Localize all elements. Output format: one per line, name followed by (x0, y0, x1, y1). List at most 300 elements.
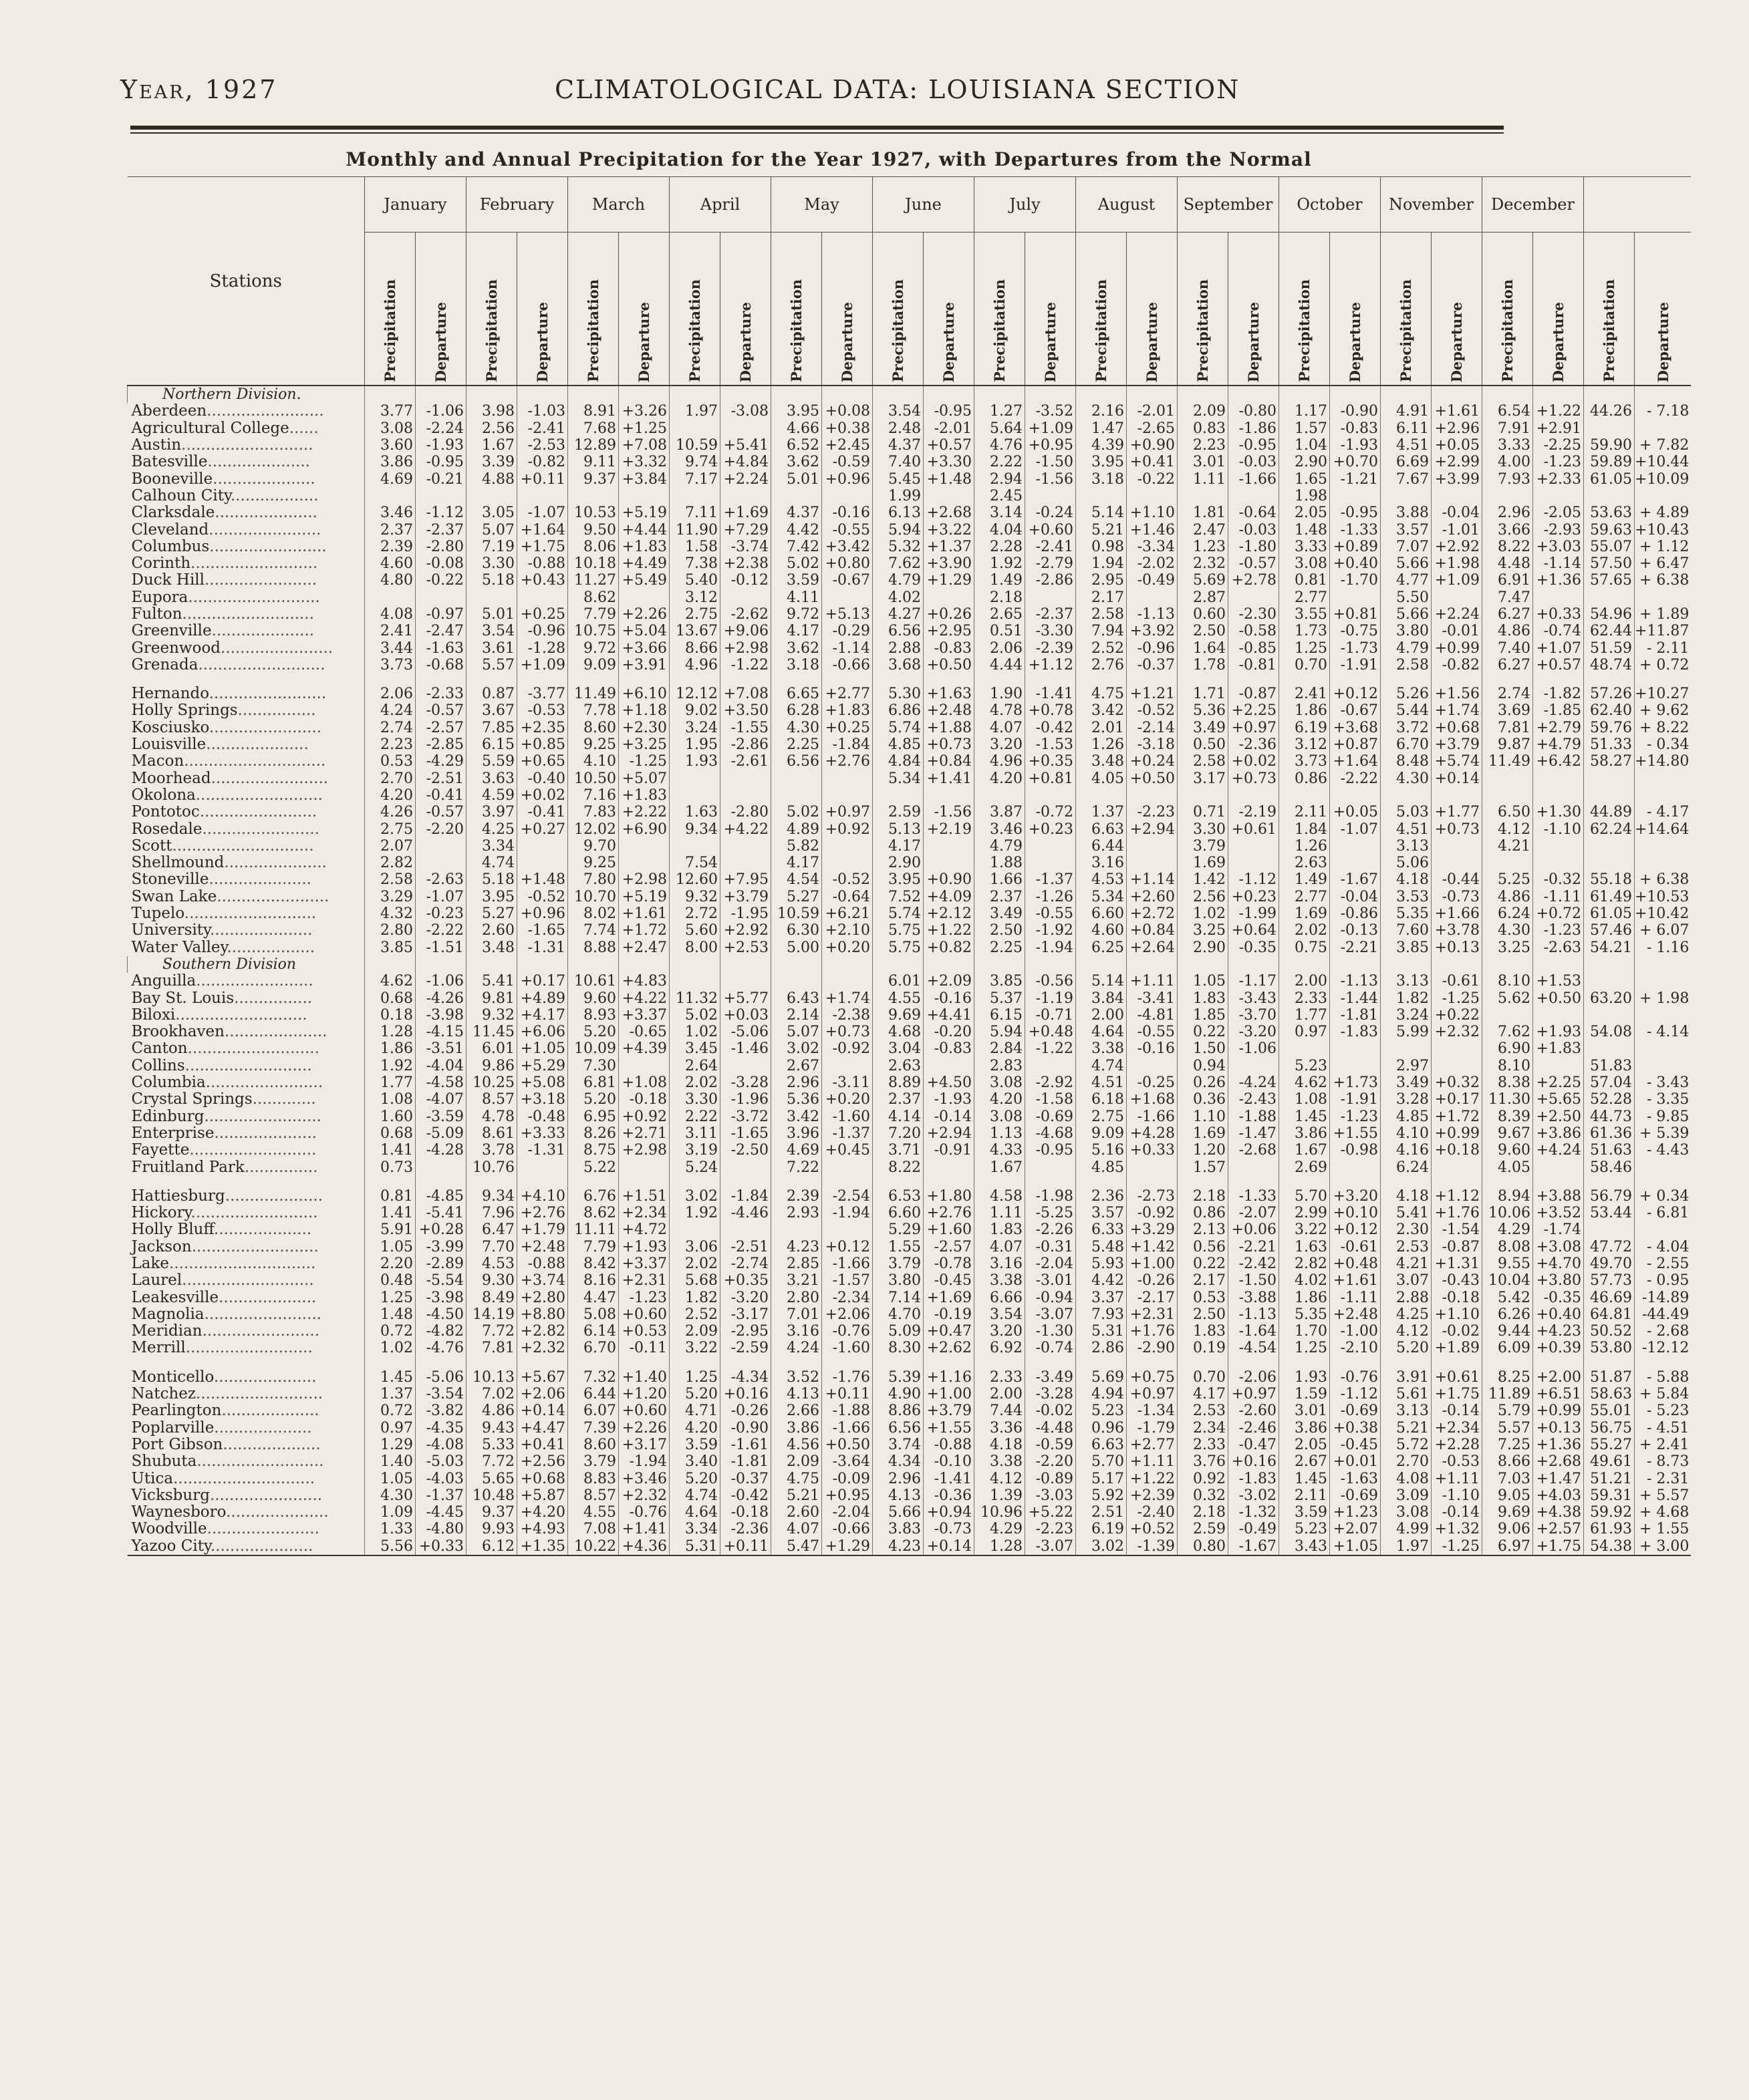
precipitation-value: 5.66 (1381, 555, 1432, 572)
departure-value: + 3.00 (1635, 1538, 1692, 1555)
spacer-cell (517, 673, 568, 686)
precipitation-value: 6.95 (568, 1108, 619, 1124)
departure-value: +1.10 (1432, 1306, 1482, 1323)
station-name: Canton........................... (131, 1040, 319, 1058)
precipitation-value: 7.42 (771, 539, 822, 555)
precipitation-value: 8.66 (670, 639, 720, 656)
departure-value: +4.10 (517, 1188, 568, 1205)
precipitation-value: 3.57 (1076, 1205, 1127, 1221)
departure-value: -1.93 (1330, 437, 1381, 454)
precipitation-value: 2.96 (771, 1074, 822, 1091)
departure-value: +10.53 (1635, 889, 1692, 905)
precipitation-value: 2.05 (1279, 504, 1330, 521)
month-header: February (466, 177, 568, 233)
departure-value: +1.72 (1432, 1108, 1482, 1124)
departure-value: +2.45 (822, 437, 873, 454)
precipitation-value: 2.50 (1178, 623, 1228, 639)
station-name: Eupora........................... (131, 589, 320, 606)
departure-value: +10.43 (1635, 521, 1692, 538)
precipitation-value: 2.17 (1178, 1272, 1228, 1289)
precipitation-value: 2.63 (873, 1058, 924, 1074)
precipitation-value: 1.27 (974, 403, 1025, 420)
departure-subheader: Departure (924, 233, 974, 386)
precipitation-value: 2.75 (1076, 1108, 1127, 1124)
departure-value: +3.18 (517, 1091, 568, 1108)
departure-value: -1.23 (1533, 454, 1584, 470)
precipitation-value: 7.93 (1482, 470, 1533, 487)
station-name: Edinburg........................ (131, 1108, 321, 1125)
departure-value: -1.92 (1025, 922, 1076, 939)
spacer-cell (1178, 1357, 1228, 1369)
departure-value: +1.98 (1432, 555, 1482, 572)
departure-value (822, 770, 873, 787)
station-row (128, 555, 1692, 572)
precipitation-value: 3.21 (771, 1272, 822, 1289)
precipitation-value: 4.78 (974, 702, 1025, 719)
precipitation-value: 2.58 (1076, 606, 1127, 623)
departure-value: +0.60 (619, 1402, 670, 1419)
precipitation-value: 3.54 (873, 403, 924, 420)
precipitation-value: 2.96 (873, 1470, 924, 1487)
departure-value: +3.99 (1432, 470, 1482, 487)
precipitation-value: 4.24 (365, 702, 416, 719)
station-name: Louisville..................... (131, 736, 309, 754)
blank-cell (1076, 956, 1127, 973)
precipitation-value: 3.42 (771, 1108, 822, 1124)
departure-value: -0.03 (1228, 454, 1279, 470)
departure-value: -3.88 (1228, 1289, 1279, 1306)
departure-value: -1.60 (822, 1108, 873, 1124)
departure-value (822, 855, 873, 871)
departure-value: +0.13 (1533, 1420, 1584, 1437)
precipitation-value: 8.00 (670, 939, 720, 956)
departure-value: +0.16 (1228, 1453, 1279, 1470)
precipitation-value: 2.97 (1381, 1058, 1432, 1074)
spacer-cell (974, 673, 1025, 686)
precipitation-value: 1.86 (1279, 1289, 1330, 1306)
departure-value: -2.80 (720, 804, 771, 820)
precipitation-value: 7.68 (568, 420, 619, 437)
blank-cell (416, 386, 466, 403)
precipitation-value: 8.16 (568, 1272, 619, 1289)
departure-value: +1.74 (1432, 702, 1482, 719)
precipitation-value: 5.20 (568, 1024, 619, 1040)
departure-value: -2.30 (1228, 606, 1279, 623)
departure-value: -1.23 (619, 1289, 670, 1306)
precipitation-value: 1.97 (1381, 1538, 1432, 1555)
departure-value: -0.14 (1432, 1402, 1482, 1419)
precipitation-value: 7.03 (1482, 1470, 1533, 1487)
departure-value (720, 420, 771, 437)
departure-value: -1.80 (1228, 539, 1279, 555)
departure-value: -2.07 (1228, 1205, 1279, 1221)
precipitation-value: 3.25 (1178, 922, 1228, 939)
precipitation-value: 6.43 (771, 990, 822, 1006)
departure-value: +1.32 (1432, 1521, 1482, 1537)
departure-value: -4.48 (1025, 1420, 1076, 1437)
departure-value: -1.94 (822, 1205, 873, 1221)
departure-value: +0.33 (1127, 1142, 1178, 1159)
departure-value (1432, 1040, 1482, 1057)
precipitation-value: 2.39 (365, 539, 416, 555)
departure-value: +2.91 (1533, 420, 1584, 437)
precipitation-value (771, 787, 822, 804)
departure-value: +0.90 (924, 871, 974, 888)
departure-value: -0.57 (416, 702, 466, 719)
precipitation-value (1279, 1040, 1330, 1057)
precipitation-value: 9.25 (568, 736, 619, 753)
departure-value: +3.37 (619, 1255, 670, 1272)
departure-value: -1.73 (1330, 639, 1381, 656)
precipitation-value: 1.82 (1381, 990, 1432, 1006)
precipitation-value: 5.20 (568, 1091, 619, 1108)
blank-cell (1635, 956, 1692, 973)
precipitation-value: 1.60 (365, 1108, 416, 1124)
station-row (128, 1538, 1692, 1555)
precipitation-value: 5.23 (1279, 1521, 1330, 1537)
departure-value: -3.54 (416, 1386, 466, 1402)
departure-value: -0.83 (1330, 420, 1381, 437)
station-row (128, 1289, 1692, 1306)
precipitation-value: 7.08 (568, 1521, 619, 1537)
precipitation-value: 7.17 (670, 470, 720, 487)
station-name: Water Valley.................. (131, 939, 315, 956)
precipitation-table-container (127, 176, 1691, 1556)
departure-value: +2.82 (517, 1323, 568, 1340)
precipitation-value: 0.26 (1178, 1074, 1228, 1091)
departure-value (619, 1159, 670, 1175)
station-row (128, 820, 1692, 837)
departure-value: +1.64 (1330, 753, 1381, 770)
precipitation-value: 11.45 (466, 1024, 517, 1040)
spacer-cell (466, 673, 517, 686)
precipitation-value: 7.38 (670, 555, 720, 572)
departure-value: -1.60 (822, 1340, 873, 1356)
departure-value: -0.80 (1228, 403, 1279, 420)
precipitation-value: 4.20 (974, 770, 1025, 787)
precipitation-value: 2.84 (974, 1040, 1025, 1057)
departure-value: -0.82 (517, 454, 568, 470)
departure-value: +4.20 (517, 1504, 568, 1521)
departure-value: +2.00 (1533, 1369, 1584, 1386)
departure-value: +1.89 (1432, 1340, 1482, 1356)
departure-value: -0.71 (1025, 1007, 1076, 1024)
precipitation-value: 2.99 (1279, 1205, 1330, 1221)
departure-value: -0.95 (924, 403, 974, 420)
station-row (128, 504, 1692, 521)
departure-value: -0.89 (1025, 1470, 1076, 1487)
departure-value: +2.56 (517, 1453, 568, 1470)
precipitation-value: 0.83 (1178, 420, 1228, 437)
precipitation-value: 5.23 (1076, 1402, 1127, 1419)
precipitation-value: 8.86 (873, 1402, 924, 1419)
precipitation-value: 4.54 (771, 871, 822, 888)
station-row (128, 1386, 1692, 1402)
precipitation-value: 6.56 (873, 1420, 924, 1437)
precipitation-value: 4.17 (1178, 1386, 1228, 1402)
month-header: September (1178, 177, 1279, 233)
precipitation-value: 10.59 (771, 905, 822, 922)
precipitation-value: 0.86 (1178, 1205, 1228, 1221)
departure-value: -2.92 (1025, 1074, 1076, 1091)
precipitation-value: 55.07 (1584, 539, 1635, 555)
departure-value: +2.94 (924, 1125, 974, 1142)
departure-value: -2.42 (1228, 1255, 1279, 1272)
departure-value: +0.68 (517, 1470, 568, 1487)
station-name: Poplarville.................... (131, 1419, 312, 1437)
departure-value: -3.30 (1025, 623, 1076, 639)
departure-value: -0.35 (1533, 1289, 1584, 1306)
precipitation-value: 4.48 (1482, 555, 1533, 572)
precipitation-value (1584, 589, 1635, 606)
precipitation-value: 3.69 (1482, 702, 1533, 719)
departure-value: +7.08 (720, 686, 771, 702)
precipitation-value: 4.91 (1381, 403, 1432, 420)
blank-cell (1228, 956, 1279, 973)
station-name: Cleveland....................... (131, 521, 321, 539)
precipitation-value: 4.05 (1076, 770, 1127, 787)
departure-value: +2.92 (1432, 539, 1482, 555)
station-row (128, 657, 1692, 673)
spacer-cell (1076, 1357, 1127, 1369)
departure-value: -2.37 (1025, 606, 1076, 623)
departure-value: -1.65 (720, 1125, 771, 1142)
precipitation-value: 5.23 (1279, 1058, 1330, 1074)
station-row (128, 1437, 1692, 1453)
departure-value: - 1.16 (1635, 939, 1692, 956)
departure-value: +2.32 (517, 1340, 568, 1356)
header-rule-thin (130, 132, 1504, 134)
precipitation-value: 10.18 (568, 555, 619, 572)
precipitation-value: 3.95 (1076, 454, 1127, 470)
spacer-cell (873, 1357, 924, 1369)
precipitation-value: 3.86 (771, 1420, 822, 1437)
departure-value (517, 488, 568, 504)
precipitation-value: 4.10 (1381, 1125, 1432, 1142)
departure-value (822, 1159, 873, 1175)
departure-value: +0.38 (822, 420, 873, 437)
station-name: Utica............................. (131, 1470, 315, 1487)
departure-value: +4.44 (619, 521, 670, 538)
station-name: Shellmound..................... (131, 855, 327, 872)
precipitation-value: 5.16 (1076, 1142, 1127, 1159)
precipitation-value: 9.02 (670, 702, 720, 719)
departure-value: - 9.85 (1635, 1108, 1692, 1124)
departure-value: - 4.17 (1635, 804, 1692, 820)
station-name: Fayette.......................... (131, 1142, 317, 1159)
departure-value: -4.29 (416, 753, 466, 770)
departure-value: -1.22 (1025, 1040, 1076, 1057)
precipitation-value: 7.11 (670, 504, 720, 521)
departure-value: +3.26 (619, 403, 670, 420)
departure-value (924, 855, 974, 871)
spacer-cell (1635, 1176, 1692, 1188)
precipitation-value: 7.80 (568, 871, 619, 888)
departure-value (1533, 855, 1584, 871)
departure-subheader: Departure (1330, 233, 1381, 386)
precipitation-value: 2.02 (670, 1074, 720, 1091)
precipitation-value: 4.86 (1482, 623, 1533, 639)
departure-value: +0.75 (1127, 1369, 1178, 1386)
station-name: Port Gibson.................... (131, 1436, 321, 1453)
precipitation-value: 9.50 (568, 521, 619, 538)
departure-value: -5.06 (416, 1369, 466, 1386)
departure-value: +4.47 (517, 1420, 568, 1437)
precipitation-value: 3.72 (1381, 720, 1432, 736)
month-header: October (1279, 177, 1381, 233)
departure-value (1025, 1058, 1076, 1074)
departure-value: +2.07 (1330, 1521, 1381, 1537)
precipitation-value: 7.67 (1381, 470, 1432, 487)
departure-value: -4.03 (416, 1470, 466, 1487)
precipitation-value: 58.63 (1584, 1386, 1635, 1402)
departure-value: -1.50 (1228, 1272, 1279, 1289)
precipitation-value: 0.80 (1178, 1538, 1228, 1555)
blank-cell (1635, 386, 1692, 403)
departure-value: -3.51 (416, 1040, 466, 1057)
precipitation-value: 2.59 (1178, 1521, 1228, 1537)
departure-value: -0.42 (1025, 720, 1076, 736)
station-row (128, 1470, 1692, 1487)
precipitation-value: 10.25 (466, 1074, 517, 1091)
precipitation-value: 9.87 (1482, 736, 1533, 753)
precipitation-value: 2.77 (1279, 589, 1330, 606)
precipitation-value: 7.81 (1482, 720, 1533, 736)
departure-value (720, 1221, 771, 1238)
departure-value: -2.93 (1533, 521, 1584, 538)
departure-value: -0.18 (720, 1504, 771, 1521)
station-name: Natchez.......................... (131, 1385, 323, 1403)
departure-value: -4.34 (720, 1369, 771, 1386)
departure-value: +1.60 (924, 1221, 974, 1238)
precipitation-value: 0.71 (1178, 804, 1228, 820)
departure-value: -1.37 (416, 1487, 466, 1504)
departure-value: -0.41 (416, 787, 466, 804)
spacer-cell (1127, 1357, 1178, 1369)
departure-value: - 2.68 (1635, 1323, 1692, 1340)
precipitation-value: 51.59 (1584, 639, 1635, 656)
departure-value (1228, 855, 1279, 871)
departure-value: -1.41 (1025, 686, 1076, 702)
precipitation-value: 1.28 (974, 1538, 1025, 1555)
precipitation-value: 3.37 (1076, 1289, 1127, 1306)
departure-value: +2.31 (1127, 1306, 1178, 1323)
precipitation-value: 4.96 (670, 657, 720, 673)
precipitation-value: 0.22 (1178, 1255, 1228, 1272)
precipitation-value: 6.18 (1076, 1091, 1127, 1108)
spacer-row (128, 673, 1692, 686)
departure-value (1432, 855, 1482, 871)
precipitation-value: 3.08 (1279, 555, 1330, 572)
precipitation-value: 8.39 (1482, 1108, 1533, 1124)
precipitation-value: 6.53 (873, 1188, 924, 1205)
precipitation-value: 57.26 (1584, 686, 1635, 702)
precipitation-value: 0.68 (365, 1125, 416, 1142)
precipitation-value: 2.52 (670, 1306, 720, 1323)
precipitation-value: 55.18 (1584, 871, 1635, 888)
departure-value: +4.28 (1127, 1125, 1178, 1142)
departure-value: +4.22 (619, 990, 670, 1006)
precipitation-value: 5.94 (873, 521, 924, 538)
precipitation-value: 4.26 (365, 804, 416, 820)
station-name: Holly Bluff.................... (131, 1221, 312, 1239)
departure-value: +7.08 (619, 437, 670, 454)
departure-subheader: Departure (416, 233, 466, 386)
departure-value: +2.24 (1432, 606, 1482, 623)
departure-value: -1.86 (1228, 420, 1279, 437)
station-row (128, 639, 1692, 656)
departure-value (1635, 855, 1692, 871)
departure-value: +1.69 (924, 1289, 974, 1306)
precipitation-value: 4.05 (1482, 1159, 1533, 1175)
precipitation-value: 4.37 (771, 504, 822, 521)
departure-value: -1.33 (1228, 1188, 1279, 1205)
precipitation-value: 2.59 (873, 804, 924, 820)
precipitation-value: 1.59 (1279, 1386, 1330, 1402)
departure-value: +0.68 (1432, 720, 1482, 736)
departure-value: +1.83 (619, 539, 670, 555)
departure-value: -1.21 (1330, 470, 1381, 487)
precipitation-value: 10.59 (670, 437, 720, 454)
departure-value (822, 488, 873, 504)
departure-value: +4.79 (1533, 736, 1584, 753)
precipitation-value: 12.12 (670, 686, 720, 702)
departure-value: +1.25 (619, 420, 670, 437)
departure-value: +4.93 (517, 1521, 568, 1537)
station-row (128, 1239, 1692, 1255)
precipitation-value: 1.04 (1279, 437, 1330, 454)
precipitation-value: 2.17 (1076, 589, 1127, 606)
departure-value: +0.57 (1533, 657, 1584, 673)
precipitation-value: 5.21 (771, 1487, 822, 1504)
spacer-row (128, 1176, 1692, 1188)
departure-value: - 4.14 (1635, 1024, 1692, 1040)
station-name: Columbia........................ (131, 1074, 323, 1092)
departure-value (924, 1058, 974, 1074)
precipitation-value: 3.29 (365, 889, 416, 905)
departure-value: +2.28 (1432, 1437, 1482, 1453)
spacer-cell (619, 1176, 670, 1188)
departure-value: +0.32 (1432, 1074, 1482, 1091)
precipitation-value: 5.07 (771, 1024, 822, 1040)
blank-cell (1076, 386, 1127, 403)
precipitation-value: 3.86 (1279, 1125, 1330, 1142)
precipitation-value: 3.08 (974, 1074, 1025, 1091)
precipitation-value: 3.08 (1381, 1504, 1432, 1521)
station-name: Booneville..................... (131, 470, 315, 488)
departure-value: -2.53 (517, 437, 568, 454)
departure-value: +0.14 (1432, 770, 1482, 787)
precipitation-value: 1.05 (365, 1239, 416, 1255)
blank-cell (1482, 956, 1533, 973)
precipitation-subheader: Precipitation (873, 233, 924, 386)
precipitation-value: 5.59 (466, 753, 517, 770)
station-name: Columbus........................ (131, 538, 327, 555)
precipitation-value: 9.34 (466, 1188, 517, 1205)
precipitation-value: 6.70 (568, 1340, 619, 1356)
departure-value: -0.83 (924, 1040, 974, 1057)
departure-value: +0.35 (1025, 753, 1076, 770)
departure-value: -0.74 (1533, 623, 1584, 639)
precipitation-value: 0.70 (1178, 1369, 1228, 1386)
departure-value (1432, 1058, 1482, 1074)
precipitation-value: 6.52 (771, 437, 822, 454)
departure-value: +3.90 (924, 555, 974, 572)
departure-value (1635, 973, 1692, 990)
precipitation-subheader: Precipitation (771, 233, 822, 386)
departure-value: -0.57 (1228, 555, 1279, 572)
precipitation-value (1584, 838, 1635, 855)
